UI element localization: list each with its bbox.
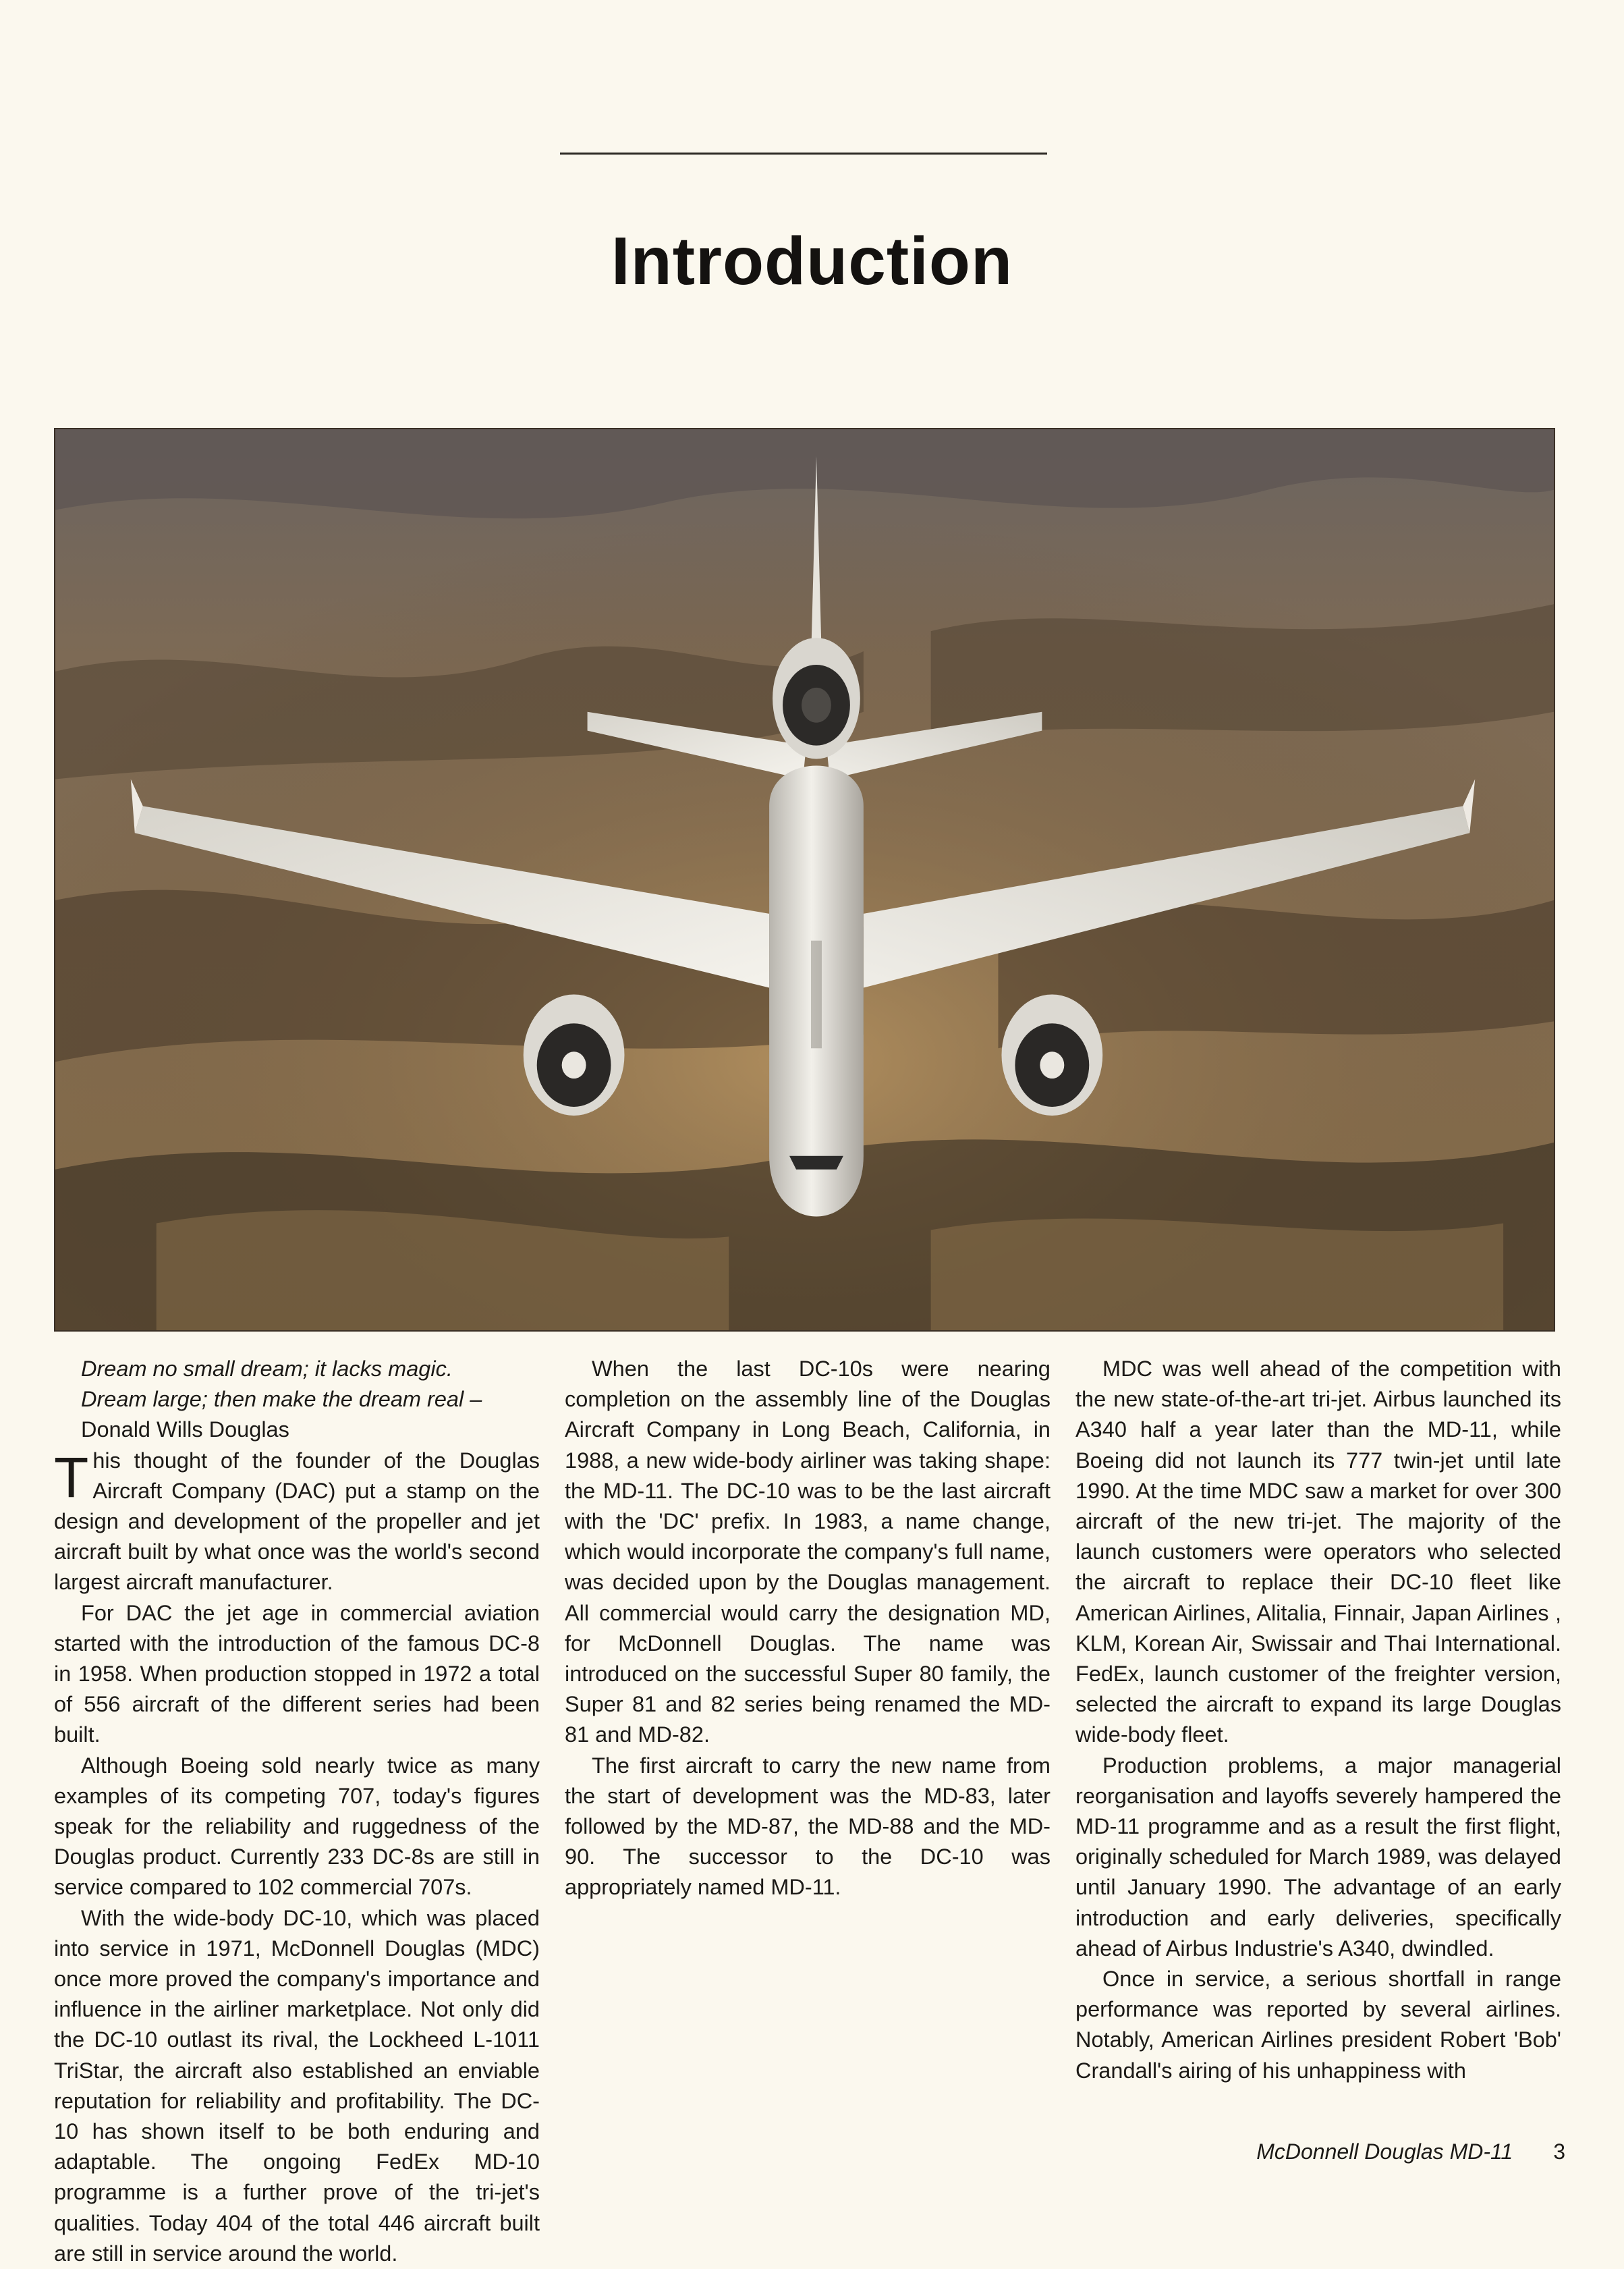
top-rule <box>560 153 1047 155</box>
page-title: Introduction <box>611 223 1013 299</box>
paragraph-4: With the wide-body DC-10, which was placed into service in 1971, McDonnell Douglas (MDC) once more proved the company's importance and influence in the airliner marketplace. Not only did the DC-10 outlast its rival, the Lockheed L-1011 TriStar, the aircraft also established an enviable reputation for reliability and profitability. The DC-10 has shown itself to be both enduring and adaptable. The ongoing FedEx MD-10 programme is a further prove of the tri-jet's qualities. Today 404 of the total 446 aircraft built are still in service around the world. <box>54 1905 540 2266</box>
paragraph-1-text: his thought of the founder of the Douglas Aircraft Company (DAC) put a stamp on the design and development of the propeller and jet aircraft built by what once was the world's second largest aircraft manufacturer. <box>54 1448 540 1595</box>
epigraph-line-1: Dream no small dream; it lacks magic. <box>81 1357 453 1381</box>
page-footer <box>1012 2139 1565 2164</box>
page-number: 3 <box>1553 2139 1565 2164</box>
paragraph-7: MDC was well ahead of the competition with the new state-of-the-art tri-jet. Airbus launched its A340 half a year later than the MD-11, while Boeing did not launch its 777 twin-jet until late 1990. At the time MDC saw a market for over 300 aircraft of the new tri-jet. The majority of the launch customers were operators who selected the aircraft to replace their DC-10 fleet like American Airlines, Alitalia, Finnair, Japan Airlines , KLM, Korean Air, Swissair and Thai International. FedEx, launch customer of the freighter version, selected the aircraft to expand its large Douglas wide-body fleet. <box>1075 1357 1561 1747</box>
paragraph-9: Once in service, a serious shortfall in range performance was reported by several airlines. Notably, American Airlines president Robert 'Bob' Crandall's airing of his unhappiness with <box>1075 1967 1561 2083</box>
text-column-3 <box>1075 1354 1561 2086</box>
paragraph-8: Production problems, a major managerial reorganisation and layoffs severely hampered the MD-11 programme and as a result the first flight, originally scheduled for March 1989, was delayed until January 1990. The advantage of an early introduction and early deliveries, specifically ahead of Airbus Industrie's A340, dwindled. <box>1075 1753 1561 1961</box>
paragraph-1 <box>54 1446 540 1598</box>
text-column-1 <box>54 1354 540 2269</box>
paragraph-2: For DAC the jet age in commercial aviation started with the introduction of the famous DC-8 in 1958. When production stopped in 1972 a total of 556 aircraft of the different series had been built. <box>54 1600 540 1747</box>
footer-book-title: McDonnell Douglas MD-11 <box>1256 2139 1513 2164</box>
drop-cap: T <box>54 1445 89 1509</box>
paragraph-3: Although Boeing sold nearly twice as many examples of its competing 707, today's figures speak for the reliability and ruggedness of the Douglas product. Currently 233 DC-8s are still in service compared to 102 commercial 707s. <box>54 1753 540 1900</box>
aircraft-photo <box>54 428 1555 1332</box>
paragraph-5: When the last DC-10s were nearing completion on the assembly line of the Douglas Aircraft Company in Long Beach, California, in 1988, a new wide-body airliner was taking shape: the MD-11. The DC-10 was to be the last aircraft with the 'DC' prefix. In 1983, a name change, which would incorporate the company's full name, was decided upon by the Douglas management. All commercial would carry the designation MD, for McDonnell Douglas. The name was introduced on the successful Super 80 family, the Super 81 and 82 series being renamed the MD-81 and MD-82. <box>565 1357 1051 1747</box>
epigraph-line-2: Dream large; then make the dream real – <box>81 1387 482 1412</box>
text-column-2 <box>565 1354 1051 1903</box>
aircraft-photo-illustration <box>55 429 1554 1330</box>
epigraph-author: Donald Wills Douglas <box>81 1417 289 1442</box>
paragraph-6: The first aircraft to carry the new name from the start of development was the MD-83, later followed by the MD-87, the MD-88 and the MD-90. The successor to the DC-10 was appropriately named MD-11. <box>565 1753 1051 1900</box>
